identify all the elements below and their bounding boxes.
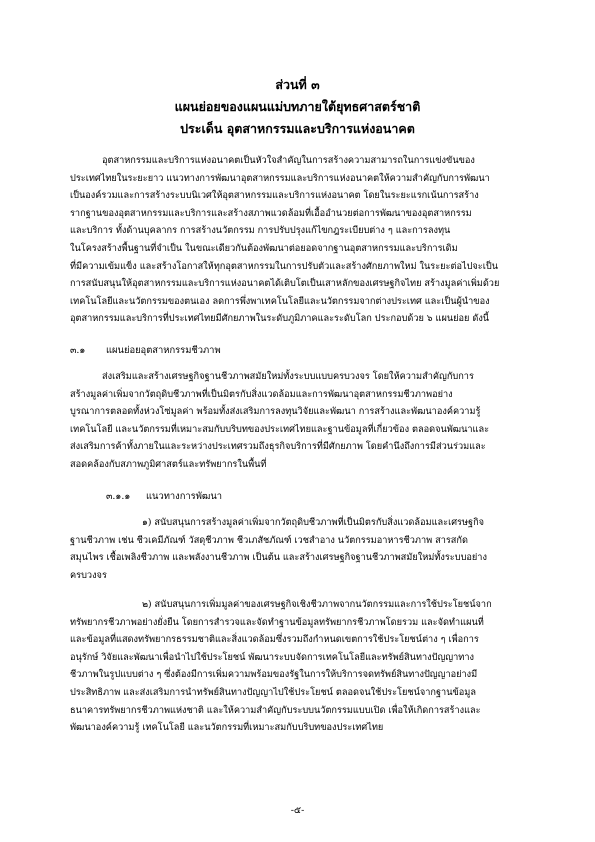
text-line: บูรณาการตลอดทั้งห่วงโซ่มูลค่า พร้อมทั้งส่งเสริมการลงทุนวิจัยและพัฒนา การสร้างและพัฒนาองค์ความรู้ <box>70 406 481 418</box>
text-line: ส่งเสริมและสร้างเศรษฐกิจฐานชีวภาพสมัยใหม่ทั้งระบบแบบครบวงจร โดยให้ความสำคัญกับการ <box>102 371 474 382</box>
text-line: ทรัพยากรชีวภาพอย่างยั่งยืน โดยการสำรวจและจัดทำฐานข้อมูลทรัพยากรชีวภาพโดยรวม และจัดทำแผนที่ <box>70 616 484 628</box>
part-heading: ส่วนที่ ๓ <box>275 77 320 92</box>
text-line: สร้างมูลค่าเพิ่มจากวัตถุดิบชีวภาพที่เป็นมิตรกับสิ่งแวดล้อมและการพัฒนาอุตสาหกรรมชีวภาพอย่าง <box>70 388 453 400</box>
text-line: ในโครงสร้างพื้นฐานที่จำเป็น ในขณะเดียวกันต้องพัฒนาต่อยอดจากฐานอุตสาหกรรมและบริการเดิม <box>70 242 458 254</box>
text-line: พัฒนาองค์ความรู้ เทคโนโลยี และนวัตกรรมที่เหมาะสมกับบริบทของประเทศไทย <box>70 722 384 734</box>
subsection-heading <box>106 488 222 505</box>
text-line: การสนับสนุนให้อุตสาหกรรมและบริการแห่งอนาคตได้เติบโตเป็นเสาหลักของเศรษฐกิจไทย สร้างมูลค่าเพิ่มด้วย <box>70 278 500 290</box>
text-line: อุตสาหกรรมและบริการที่ประเทศไทยมีศักยภาพในระดับภูมิภาคและระดับโลก ประกอบด้วย ๖ แผนย่อย ดังนี้ <box>70 313 490 325</box>
text-line: ส่งเสริมการค้าทั้งภายในและระหว่างประเทศรวมถึงธุรกิจบริการที่มีศักยภาพ โดยคำนึงถึงการมีส่วนร่วมและ <box>70 441 486 453</box>
text-line: อุตสาหกรรมและบริการแห่งอนาคตเป็นหัวใจสำคัญในการสร้างความสามารถในการแข่งขันของ <box>102 155 475 166</box>
text-line: ประเทศไทยในระยะยาว แนวทางการพัฒนาอุตสาหกรรมและบริการแห่งอนาคตให้ความสำคัญกับการพัฒนา <box>70 172 490 184</box>
text-line: ฐานชีวภาพ เช่น ชีวเคมีภัณฑ์ วัสดุชีวภาพ ชีวเภสัชภัณฑ์ เวชสำอาง นวัตกรรมอาหารชีวภาพ สารสกัด <box>70 534 468 546</box>
text-line: และข้อมูลที่แสดงทรัพยากรธรรมชาติและสิ่งแวดล้อมซึ่งรวมถึงกำหนดเขตการใช้ประโยชน์ต่าง ๆ เพื่อการ <box>70 634 479 646</box>
text-line: ธนาคารทรัพยากรชีวภาพแห่งชาติ และให้ความสำคัญกับระบบนวัตกรรมแบบเปิด เพื่อให้เกิดการสร้างและ <box>70 704 481 716</box>
text-line: ประสิทธิภาพ และส่งเสริมการนำทรัพย์สินทางปัญญาไปใช้ประโยชน์ ตลอดจนใช้ประโยชน์จากฐานข้อมูล <box>70 686 476 698</box>
section-heading <box>70 342 525 359</box>
text-line: สมุนไพร เชื้อเพลิงชีวภาพ และพลังงานชีวภาพ เป็นต้น และสร้างเศรษฐกิจฐานชีวภาพสมัยใหม่ทั้งระบบอย่าง <box>70 552 487 564</box>
section-paragraph <box>70 368 525 474</box>
development-item-2 <box>70 596 525 737</box>
issue-title: ประเด็น อุตสาหกรรมและบริการแห่งอนาคต <box>180 121 415 136</box>
text-line: และบริการ ทั้งด้านบุคลากร การสร้างนวัตกรรม การปรับปรุงแก้ไขกฎระเบียบต่าง ๆ และการลงทุน <box>70 225 451 237</box>
intro-paragraph <box>70 152 525 328</box>
development-item-1 <box>70 514 525 584</box>
text-line: รากฐานของอุตสาหกรรมและบริการและสร้างสภาพแวดล้อมที่เอื้ออำนวยต่อการพัฒนาของอุตสาหกรรม <box>70 207 472 219</box>
subsection-number: ๓.๑.๑ <box>106 491 131 502</box>
text-line: เทคโนโลยี และนวัตกรรมที่เหมาะสมกับบริบทของประเทศไทยและฐานข้อมูลที่เกี่ยวข้อง ตลอดจนพัฒนาและ <box>70 423 490 435</box>
text-line: ๑) สนับสนุนการสร้างมูลค่าเพิ่มจากวัตถุดิบชีวภาพที่เป็นมิตรกับสิ่งแวดล้อมและเศรษฐกิจ <box>142 517 485 528</box>
text-line: ชีวภาพในรูปแบบต่าง ๆ ซึ่งต้องมีการเพิ่มความพร้อมของรัฐในการให้บริการจดทรัพย์สินทางปัญญาอย่างมี <box>70 669 478 681</box>
text-line: เป็นองค์รวมและการสร้างระบบนิเวศให้อุตสาหกรรมและบริการแห่งอนาคต โดยในระยะแรกเน้นการสร้าง <box>70 190 479 202</box>
page-number: -๕- <box>290 805 305 816</box>
section-number: ๓.๑ <box>70 345 86 356</box>
plan-title: แผนย่อยของแผนแม่บทภายใต้ยุทธศาสตร์ชาติ <box>174 99 421 114</box>
text-line: ๒) สนับสนุนการเพิ่มมูลค่าของเศรษฐกิจเชิงชีวภาพจากนวัตกรรมและการใช้ประโยชน์จาก <box>142 599 492 610</box>
text-line: ครบวงจร <box>70 569 107 581</box>
section-title: แผนย่อยอุตสาหกรรมชีวภาพ <box>106 345 221 356</box>
text-line: สอดคล้องกับสภาพภูมิศาสตร์และทรัพยากรในพื้นที่ <box>70 458 267 470</box>
text-line: ที่มีความเข้มแข็ง และสร้างโอกาสให้ทุกอุตสาหกรรมในการปรับตัวและสร้างศักยภาพใหม่ ในระยะต่อไปจะเป็น <box>70 260 498 272</box>
text-line: อนุรักษ์ วิจัยและพัฒนาเพื่อนำไปใช้ประโยชน์ พัฒนาระบบจัดการเทคโนโลยีและทรัพย์สินทางปัญญาทาง <box>70 651 474 663</box>
text-line: เทคโนโลยีและนวัตกรรมของตนเอง ลดการพึ่งพาเทคโนโลยีและนวัตกรรมจากต่างประเทศ และเป็นผู้นำของ <box>70 295 490 307</box>
subsection-title: แนวทางการพัฒนา <box>146 491 223 502</box>
